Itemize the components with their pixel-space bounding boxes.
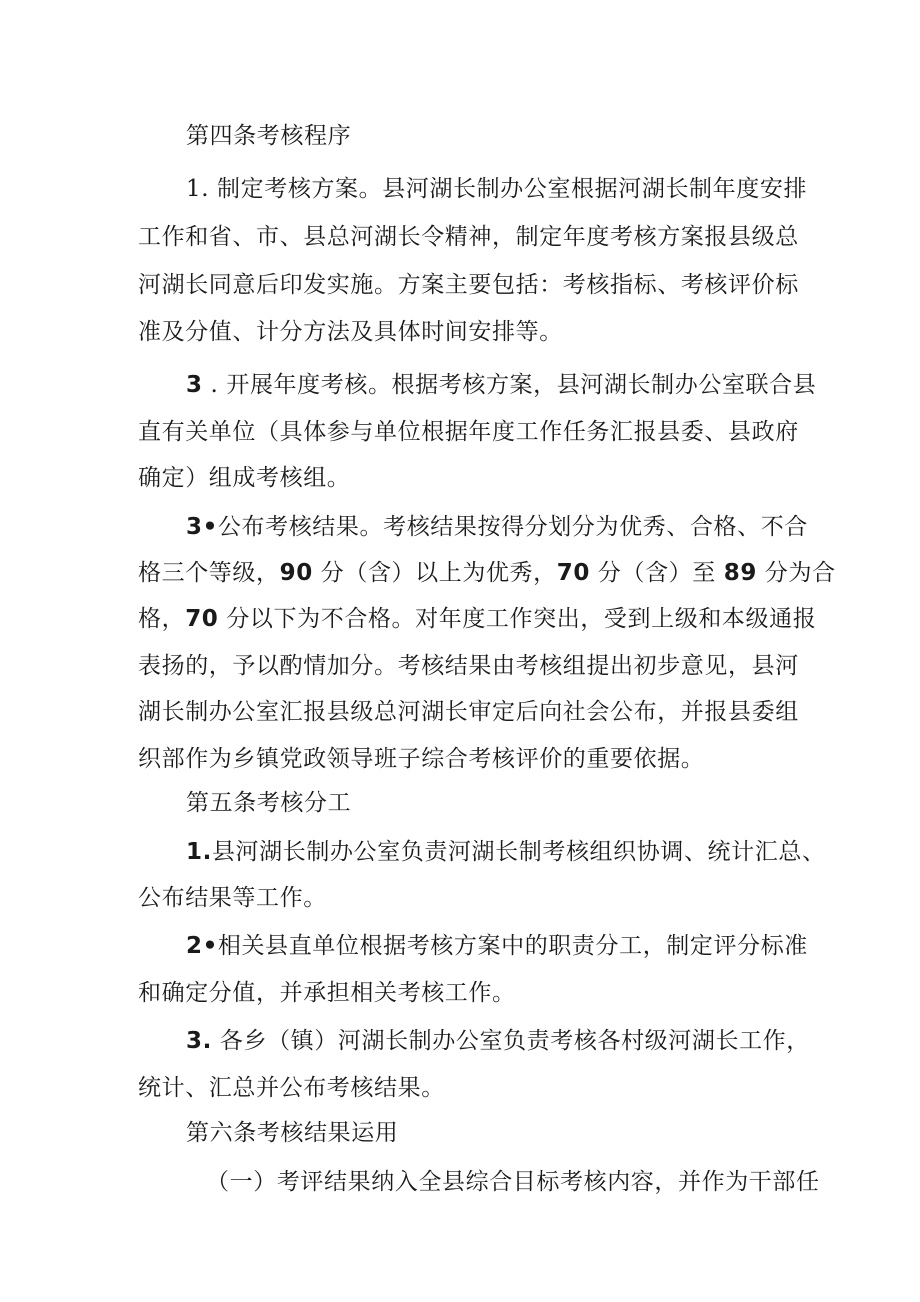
text-run: 格， — [138, 606, 186, 632]
article-6-heading: 第六条考核结果运用 — [186, 1120, 399, 1146]
article-5-heading: 第五条考核分工 — [186, 790, 352, 816]
score-70: 70 — [556, 560, 590, 586]
article-4-para-3-line-6: 织部作为乡镇党政领导班子综合考核评价的重要依据。 — [138, 746, 705, 772]
article-4-para-1-line-4: 准及分值、计分方法及具体时间安排等。 — [138, 319, 563, 345]
article-6-para-1-line-1: （一）考评结果纳入全县综合目标考核内容，并作为干部任 — [206, 1169, 820, 1195]
text-run: 格三个等级， — [138, 560, 280, 586]
article-4-para-2-line-1 — [186, 369, 816, 401]
article-4-para-3-line-3 — [138, 603, 816, 635]
article-4-para-3-line-4: 表扬的，予以酌情加分。考核结果由考核组提出初步意见，县河 — [138, 653, 799, 679]
article-4-para-3-line-5: 湖长制办公室汇报县级总河湖长审定后向社会公布，并报县委组 — [138, 699, 799, 725]
article-4-para-2-line-2: 直有关单位（具体参与单位根据年度工作任务汇报县委、县政府 — [138, 419, 799, 445]
text-run: 相关县直单位根据考核方案中的职责分工，制定评分标准 — [217, 933, 808, 959]
article-4-para-2-line-3: 确定）组成考核组。 — [138, 465, 351, 491]
text-run: 分以下为不合格。对年度工作突出，受到上级和本级通报 — [218, 606, 817, 632]
item-number: 3 — [186, 372, 203, 398]
article-5-para-2-line-2: 和确定分值，并承担相关考核工作。 — [138, 980, 516, 1006]
article-5-para-1-line-1 — [186, 836, 826, 868]
text-run: 县河湖长制办公室负责河湖长制考核组织协调、统计汇总、 — [211, 839, 826, 865]
article-5-para-2-line-1 — [186, 930, 808, 962]
article-4-para-1-line-1: 1. 制定考核方案。县河湖长制办公室根据河湖长制年度安排 — [186, 176, 808, 202]
article-5-para-3-line-1 — [186, 1025, 810, 1057]
text-run: 分为合 — [757, 560, 836, 586]
article-4-para-3-line-2 — [138, 557, 836, 589]
item-number: 2• — [186, 933, 218, 959]
score-89: 89 — [723, 560, 758, 586]
article-5-para-3-line-2: 统计、汇总并公布考核结果。 — [138, 1075, 445, 1101]
article-4-para-3-line-1 — [186, 511, 808, 543]
text-run: 公布考核结果。考核结果按得分划分为优秀、合格、不合 — [217, 514, 808, 540]
text-run: 各乡（镇）河湖长制办公室负责考核各村级河湖长工作， — [211, 1028, 810, 1054]
article-4-para-1-line-2: 工作和省、市、县总河湖长令精神，制定年度考核方案报县级总 — [138, 224, 799, 250]
item-number: 3• — [186, 514, 218, 540]
article-4-para-1-line-3: 河湖长同意后印发实施。方案主要包括：考核指标、考核评价标 — [138, 272, 799, 298]
score-90: 90 — [279, 560, 313, 586]
article-5-para-1-line-2: 公布结果等工作。 — [138, 885, 327, 911]
item-number: 1. — [186, 839, 212, 865]
text-run: 分（含）至 — [589, 560, 724, 586]
text-run: 分（含）以上为优秀， — [312, 560, 557, 586]
item-number: 3. — [186, 1028, 212, 1054]
article-4-heading: 第四条考核程序 — [186, 123, 352, 149]
score-70: 70 — [185, 606, 219, 632]
text-run: . 开展年度考核。根据考核方案，县河湖长制办公室联合县 — [202, 372, 817, 398]
